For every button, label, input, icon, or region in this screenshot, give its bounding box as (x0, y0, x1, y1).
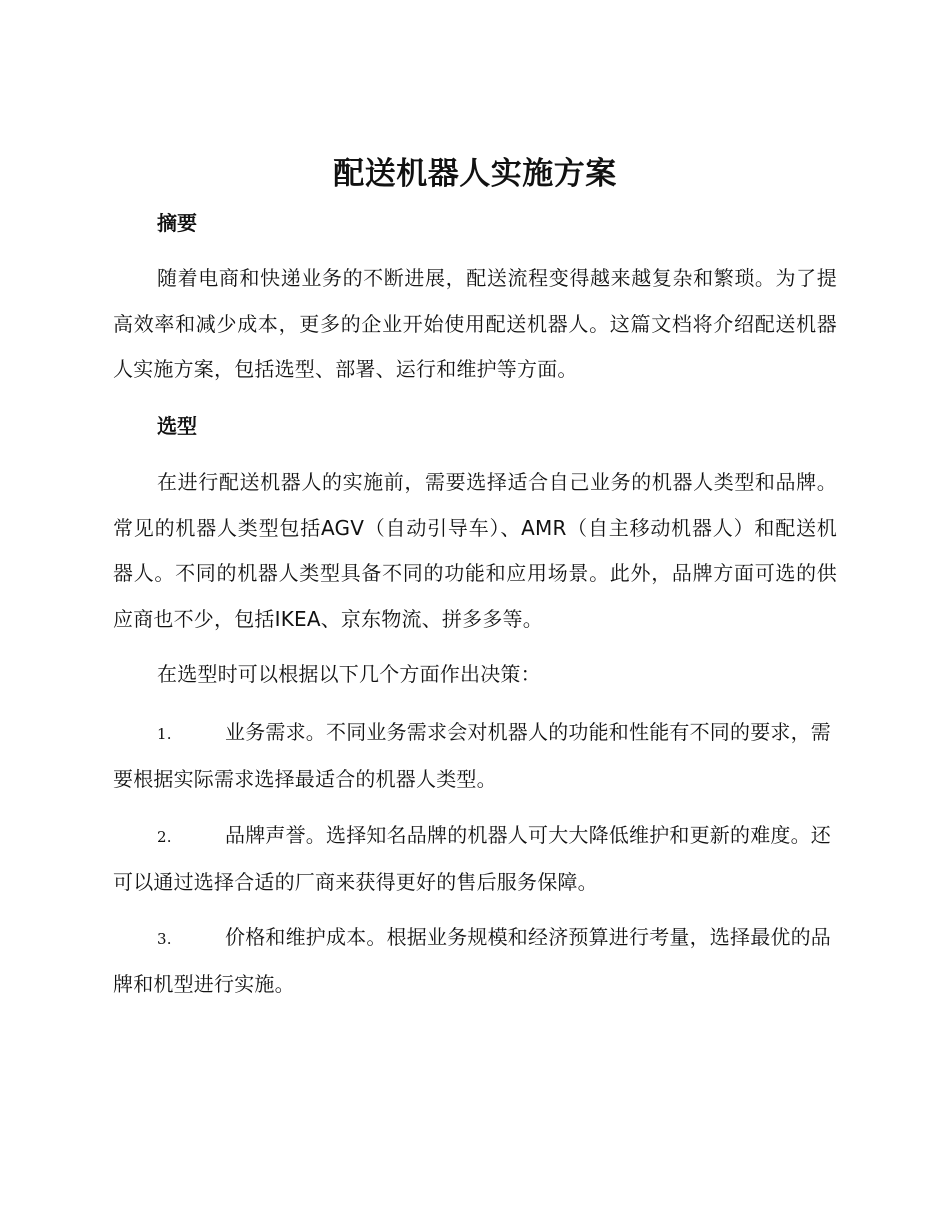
section-heading-abstract: 摘要 (157, 211, 197, 235)
list-text: 业务需求。不同业务需求会对机器人的功能和性能有不同的要求，需要根据实际需求选择最适合的机器人类型。 (113, 720, 831, 791)
section-heading-selection: 选型 (157, 414, 197, 438)
selection-intro-paragraph: 在选型时可以根据以下几个方面作出决策： (157, 662, 541, 686)
list-number: 3. (157, 930, 172, 948)
list-number: 2. (157, 828, 172, 846)
list-item (113, 813, 837, 905)
list-item (113, 915, 837, 1007)
list-number: 1. (157, 725, 172, 743)
abstract-paragraph: 随着电商和快递业务的不断进展，配送流程变得越来越复杂和繁琐。为了提高效率和减少成本，更多的企业开始使用配送机器人。这篇文档将介绍配送机器人实施方案，包括选型、部署、运行和维护等方面。 (113, 266, 837, 381)
list-text: 品牌声誉。选择知名品牌的机器人可大大降低维护和更新的难度。还可以通过选择合适的厂商来获得更好的售后服务保障。 (113, 823, 831, 894)
list-item (113, 710, 837, 802)
selection-paragraph: 在进行配送机器人的实施前，需要选择适合自己业务的机器人类型和品牌。常见的机器人类型包括AGV（自动引导车）、AMR（自主移动机器人）和配送机器人。不同的机器人类型具备不同的功能和应用场景。此外，品牌方面可选的供应商也不少，包括IKEA、京东物流、拼多多等。 (113, 470, 837, 631)
list-text: 价格和维护成本。根据业务规模和经济预算进行考量，选择最优的品牌和机型进行实施。 (113, 925, 831, 996)
document-title: 配送机器人实施方案 (333, 156, 617, 192)
